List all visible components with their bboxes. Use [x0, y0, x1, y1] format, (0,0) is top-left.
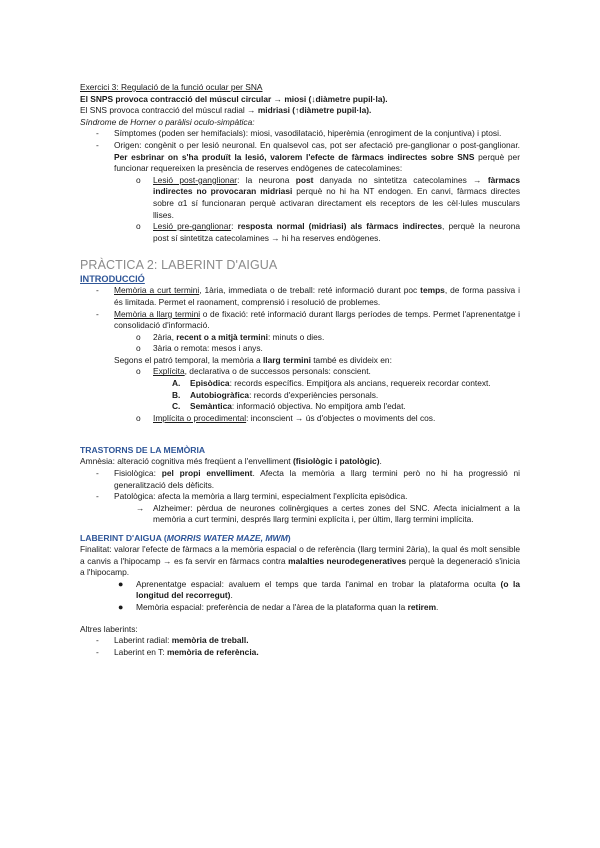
- list-item-spatial-learning: ● Aprenentatge espacial: avaluem el temps que tarda l'animal en trobar la plataforma oculta (o la longitud del recorregut).: [118, 578, 521, 601]
- list-item-short-term-memory: - Memòria a curt termini, 1ària, immediata o de treball: reté informació durant poc temps, de forma passiva i és limitada. Permet el raonament, comprensió i resolució de problemes.: [96, 285, 520, 307]
- list-item-autobiographical: B. Autobiogràfica: records d'experiències personals.: [172, 389, 379, 400]
- temporal-pattern-line: Segons el patró temporal, la memòria a llarg termini també es divideix en:: [114, 354, 392, 365]
- list-item-semantic: C. Semàntica: informació objectiva. No empitjora amb l'edat.: [172, 401, 406, 412]
- list-item-symptoms: - Símptomes (poden ser hemifacials): miosi, vasodilatació, hiperèmia (enrogiment de la conjuntiva) i ptosi.: [96, 128, 502, 139]
- list-item-radial-maze: - Laberint radial: memòria de treball.: [96, 635, 249, 646]
- other-mazes-line: Altres laberints:: [80, 623, 138, 634]
- exercise-3-title: Exercici 3: Regulació de la funció ocular per SNA: [80, 82, 263, 92]
- list-item-implicit: o Implícita o procedimental: inconscient → ús d'objectes o moviments del cos.: [136, 412, 436, 423]
- practice-title: PRÀCTICA 2: LABERINT D'AIGUA: [80, 258, 278, 273]
- document-body: [80, 82, 520, 658]
- mwm-heading: LABERINT D'AIGUA (MORRIS WATER MAZE, MWM): [80, 533, 291, 543]
- list-item-episodic: A. Episòdica: records específics. Empitjora als ancians, requereix recordar context.: [172, 378, 491, 389]
- purpose-paragraph: Finalitat: valorar l'efecte de fàrmacs a la memòria espacial o de referència (llarg termini 2ària), la qual és molt sensible a canvis a l'hipocamp → es fa servir en fàrmacs contra malalties neurodegeneratives perquè la degeneració s'inicia a l'hipocamp.: [80, 544, 521, 578]
- list-item-tertiary: o 3ària o remota: mesos i anys.: [136, 343, 263, 354]
- list-item-post-ganglionar: o Lesió post-ganglionar: la neurona post danyada no sintetitza catecolamines → fàrmacs indirectes no provocaran midriasi perquè no hi ha NT endogen. En canvi, fàrmacs directes sobre α1 sí funcionaran perquè activaran directament els receptors de les cèl·lules musculars llises.: [136, 174, 521, 220]
- list-item-explicit: o Explícita, declarativa o de successos personals: conscient.: [136, 366, 371, 377]
- sns-line: El SNS provoca contracció del múscul radial → midriasi (↑diàmetre pupil·la).: [80, 105, 372, 116]
- horner-heading: Síndrome de Horner o paràlisi oculo-simpàtica:: [80, 116, 255, 127]
- snps-line: El SNPS provoca contracció del múscul circular → miosi (↓diàmetre pupil·la).: [80, 93, 388, 104]
- list-item-alzheimer: → Alzheimer: pèrdua de neurones colinèrgiques a certes zones del SNC. Afecta inicialment a la memòria a curt termini, després llarg termini explícita i, per últim, llarg termini implícita.: [136, 502, 520, 525]
- amnesia-line: Amnèsia: alteració cognitiva més freqüent a l'envelliment (fisiològic i patològic).: [80, 456, 382, 467]
- list-item-physiological: - Fisiològica: pel propi envelliment. Afecta la memòria a llarg termini però no hi ha progressió ni generalització dels dèficits.: [96, 468, 520, 490]
- list-item-pre-ganglionar: o Lesió pre-ganglionar: resposta normal (midriasi) als fàrmacs indirectes, perquè la neurona post sí sintetitza catecolamines → hi ha reserves endògenes.: [136, 221, 521, 243]
- intro-heading: INTRODUCCIÓ: [80, 274, 145, 285]
- list-item-spatial-memory: ● Memòria espacial: preferència de nedar a l'àrea de la plataforma quan la retirem.: [118, 601, 439, 612]
- list-item-t-maze: - Laberint en T: memòria de referència.: [96, 646, 259, 657]
- list-item-pathological: - Patològica: afecta la memòria a llarg termini, especialment l'explícita episòdica.: [96, 491, 408, 502]
- list-item-secondary: o 2ària, recent o a mitjà termini: minuts o dies.: [136, 331, 325, 342]
- list-item-long-term-memory: - Memòria a llarg termini o de fixació: reté informació durant llargs períodes de temps. Permet l'aprenentatge i consolidació d'informació.: [96, 308, 520, 331]
- list-item-origin: - Origen: congènit o per lesió neuronal. En qualsevol cas, pot ser afectació pre-ganglionar o post-ganglionar. Per esbrinar on s'ha produït la lesió, valorem l'efecte de fàrmacs indirectes sobre SNS perquè per funcionar requereixen la presència de reserves endògenes de catecolamines:: [96, 139, 520, 174]
- disorders-heading: TRASTORNS DE LA MEMÒRIA: [80, 445, 206, 456]
